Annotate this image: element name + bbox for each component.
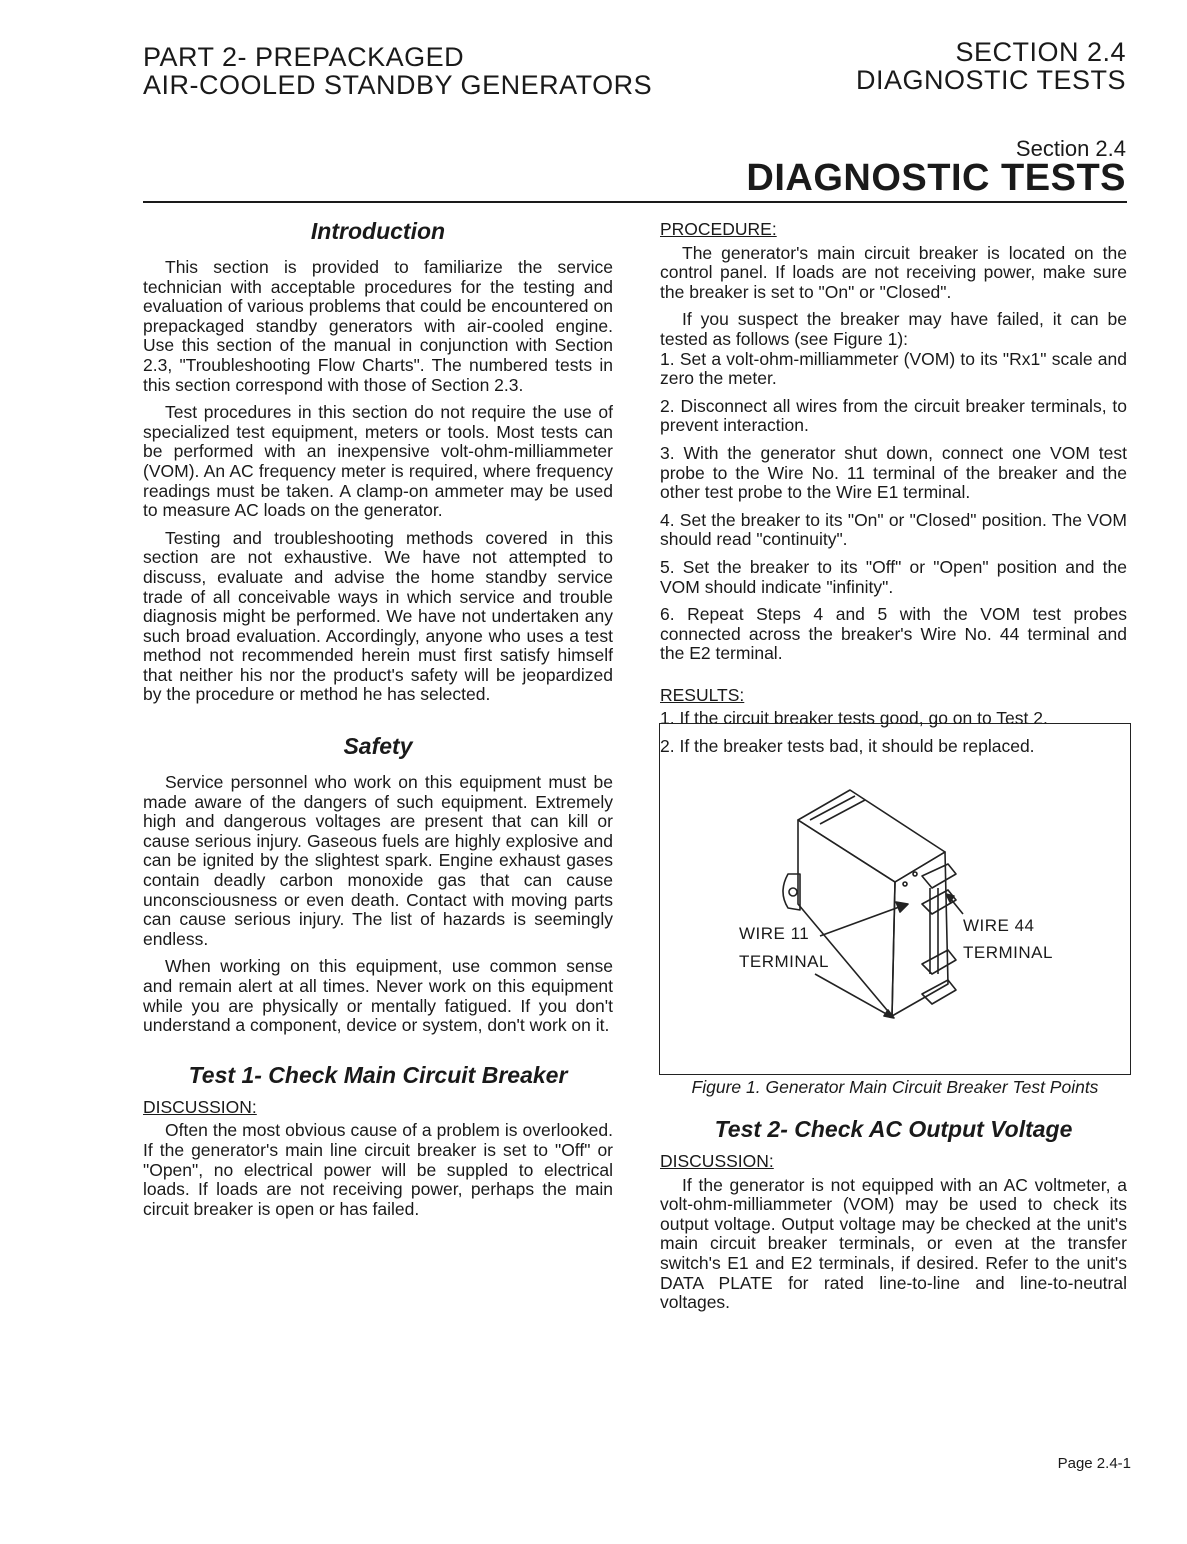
procedure-step-5: 5. Set the breaker to its "Off" or "Open" position and the VOM should indicate "infinity".	[660, 556, 1127, 597]
figure-label-wire-11: WIRE 11	[739, 924, 810, 943]
intro-heading: Introduction	[310, 218, 446, 244]
figure-label-wire-44-terminal: TERMINAL	[963, 943, 1053, 962]
safety-paragraph-2: When working on this equipment, use common sense and remain alert at all times. Never work on this equipment while you are physically or mentally fatigued. If you don't understand a component, device or system, don't work on it.	[143, 956, 613, 1036]
test1-heading: Test 1- Check Main Circuit Breaker	[188, 1061, 568, 1088]
procedure-paragraph-2: If you suspect the breaker may have failed, it can be tested as follows (see Figure 1):	[660, 309, 1127, 349]
header-section-number: SECTION 2.4	[955, 37, 1126, 67]
test1-discussion: Often the most obvious cause of a problem is overlooked. If the generator's main line circuit breaker is set to "Off" or "Open", no electrical power will be suppled to electrical loads. If loads are not receiving power, perhaps the main circuit breaker is open or has failed.	[143, 1120, 613, 1219]
intro-paragraph-3: Testing and troubleshooting methods covered in this section are not exhaustive. We have not attempted to discuss, evaluate and advise the home standby service trade of all conceivable ways in which service and trouble diagnosis might be performed. We have not undertaken any such broad evaluation. Accordingly, anyone who uses a test method not recommended herein must first satisfy himself that neither his nor the product's safety will be jeopardized by the procedure or method he has selected.	[143, 527, 613, 705]
test2-block	[660, 1116, 1127, 1321]
test1-discussion-label: DISCUSSION:	[143, 1096, 257, 1117]
result-1: 1. If the circuit breaker tests good, go on to Test 2.	[660, 708, 1048, 729]
result-2: 2. If the breaker tests bad, it should be replaced.	[660, 736, 1035, 757]
intro-paragraph-1: This section is provided to familiarize the service technician with acceptable procedures for the testing and evaluation of various problems that could be encountered on prepackaged standby generators with air-cooled engine. Use this section of the manual in conjunction with Section 2.3, "Troubleshooting Flow Charts". The numbered tests in this section correspond with those of Section 2.3.	[143, 257, 613, 395]
results-label: RESULTS:	[660, 684, 745, 705]
section-label: Section 2.4	[1015, 136, 1126, 161]
header-part-title: PART 2- PREPACKAGED	[143, 42, 465, 72]
test2-heading: Test 2- Check AC Output Voltage	[714, 1116, 1073, 1142]
procedure-label: PROCEDURE:	[660, 219, 777, 239]
procedure-step-3: 3. With the generator shut down, connect one VOM test probe to the Wire No. 11 terminal of the breaker and the other test probe to the Wire E1 terminal.	[660, 442, 1127, 503]
circuit-breaker-illustration	[660, 724, 1130, 1074]
page-number: Page 2.4-1	[1057, 1455, 1131, 1472]
figure-1-caption: Figure 1. Generator Main Circuit Breaker Test Points	[691, 1077, 1099, 1097]
figure-label-wire-44: WIRE 44	[963, 916, 1035, 935]
left-column	[143, 218, 613, 1227]
procedure-step-4: 4. Set the breaker to its "On" or "Closed" position. The VOM should read "continuity".	[660, 509, 1127, 550]
safety-heading: Safety	[343, 733, 413, 760]
header-right	[856, 38, 1126, 94]
figure-1-frame	[659, 723, 1131, 1075]
header-section-title: DIAGNOSTIC TESTS	[855, 65, 1126, 95]
procedure-paragraph-1: The generator's main circuit breaker is located on the control panel. If loads are not receiving power, make sure the breaker is set to "On" or "Closed".	[660, 242, 1127, 302]
figure-label-wire-11-terminal: TERMINAL	[739, 952, 829, 971]
title-rule	[143, 201, 1127, 203]
section-title: DIAGNOSTIC TESTS	[746, 157, 1126, 199]
test2-discussion-label: DISCUSSION:	[660, 1151, 774, 1171]
header-left	[143, 43, 652, 99]
intro-paragraph-2: Test procedures in this section do not require the use of specialized test equipment, meters or tools. Most tests can be performed with an inexpensive volt-ohm-milliammeter (VOM). An AC frequency meter is required, where frequency readings must be taken. A clamp-on ammeter may be used to measure AC loads on the generator.	[143, 402, 613, 521]
header-part-subtitle: AIR-COOLED STANDBY GENERATORS	[143, 70, 653, 100]
right-column	[660, 220, 1127, 765]
test2-discussion: If the generator is not equipped with an AC voltmeter, a volt-ohm-milliammeter (VOM) may be used to check its output voltage. Output voltage may be checked at the unit's main circuit breaker terminals, or even at the transfer switch's E1 and E2 terminals, if desired. Refer to the unit's DATA PLATE for rated line-to-line and line-to-neutral voltages.	[660, 1174, 1127, 1313]
procedure-step-1: 1. Set a volt-ohm-milliammeter (VOM) to its "Rx1" scale and zero the meter.	[660, 348, 1127, 389]
procedure-step-6: 6. Repeat Steps 4 and 5 with the VOM test probes connected across the breaker's Wire No. 44 terminal and the E2 terminal.	[660, 604, 1127, 664]
procedure-step-2: 2. Disconnect all wires from the circuit breaker terminals, to prevent interaction.	[660, 395, 1127, 436]
safety-paragraph-1: Service personnel who work on this equipment must be made aware of the dangers of such equipment. Extremely high and dangerous voltages are present that can kill or cause serious injury. Gaseous fuels are highly explosive and can be ignited by the slightest spark. Engine exhaust gases contain deadly carbon monoxide gas that can cause unconsciousness or even death. Contact with moving parts can cause serious injury. The list of hazards is seemingly endless.	[143, 772, 613, 949]
